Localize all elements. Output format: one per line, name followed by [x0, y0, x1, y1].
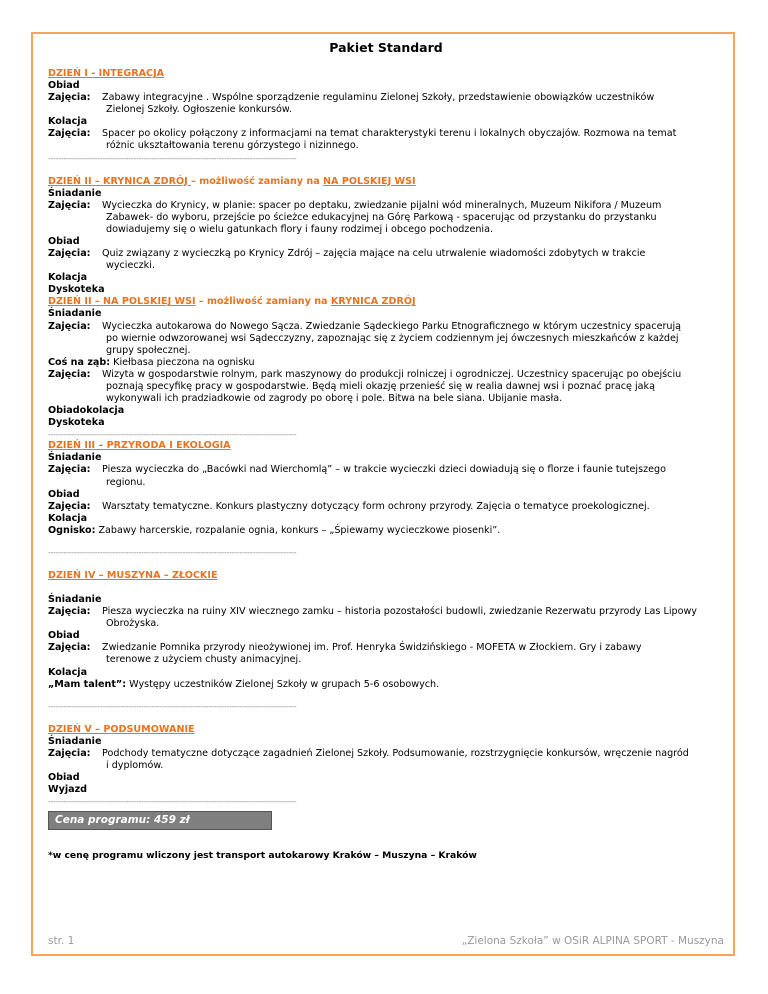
- activity-label: Zajęcia:: [48, 128, 91, 140]
- heading-main: DZIEŃ II – KRYNICA ZDRÓJ: [48, 175, 192, 187]
- day2b-heading: [48, 296, 724, 308]
- activity-label: Zajęcia:: [48, 92, 91, 104]
- heading-alt-link: NA POLSKIEJ WSI: [323, 175, 416, 187]
- day1-kolacja: Kolacja: [48, 116, 88, 128]
- day1-heading-text: DZIEŃ I - INTEGRACJA: [48, 68, 165, 79]
- day2a-sniadanie: Śniadanie: [48, 187, 102, 199]
- day2a-dyskoteka: Dyskoteka: [48, 284, 105, 296]
- day4-activity-1: [48, 606, 724, 630]
- activity-line: Piesza wycieczka na ruiny XIV wiecznego zamku – historia pozostałości budowli, zwiedzanie Rezerwatu przyrody Las Lipowy: [102, 606, 697, 618]
- snack-label: Coś na ząb:: [48, 356, 111, 368]
- activity-label: Zajęcia:: [48, 606, 91, 618]
- day5-sniadanie: Śniadanie: [48, 735, 102, 747]
- transport-note: *w cenę programu wliczony jest transport autokarowy Kraków – Muszyna – Kraków: [48, 850, 477, 862]
- day3-heading-text: DZIEŃ III – PRZYRODA I EKOLOGIA: [48, 440, 231, 452]
- day2a-heading: [48, 176, 724, 188]
- activity-label: Zajęcia:: [48, 642, 91, 654]
- activity-line: wykonywali ich pradziadkowie od zagrody po oborę i pole. Bitwa na bele siana. Ubijanie masła.: [106, 393, 563, 405]
- activity-text: [102, 248, 724, 272]
- day4-heading: [48, 570, 724, 582]
- day4-kolacja: Kolacja: [48, 666, 88, 678]
- day2b-sniadanie: Śniadanie: [48, 308, 102, 320]
- activity-line: Quiz związany z wycieczką po Krynicy Zdrój – zajęcia mające na celu utrwalenie wiadomości zdobytych w trakcie: [102, 248, 646, 260]
- day5-activity-1: [48, 748, 724, 772]
- day2a-kolacja: Kolacja: [48, 272, 88, 284]
- activity-line: po wiernie odwzorowanej wsi Sądecczyzny, zapoznając się z życiem codziennym jej ówczesnych mieszkańców z każdej: [106, 332, 679, 344]
- day3-heading: [48, 440, 724, 452]
- day1-activity-2: [48, 128, 724, 152]
- page-title: Pakiet Standard: [329, 40, 443, 55]
- day1-obiad: Obiad: [48, 80, 80, 91]
- activity-text: [102, 321, 724, 357]
- day3-kolacja: Kolacja: [48, 512, 88, 524]
- day5-heading-text: DZIEŃ V – PODSUMOWANIE: [48, 723, 195, 735]
- activity-text: [102, 464, 724, 488]
- activity-line: Piesza wycieczka do „Bacówki nad Wierchomlą” – w trakcie wycieczki dzieci dowiadują się o florze i faunie tutejszego: [102, 464, 666, 476]
- day3-ognisko: [48, 525, 724, 537]
- heading-alt-link: KRYNICA ZDRÓJ: [330, 296, 416, 308]
- heading-mid: – możliwość zamiany na: [195, 296, 331, 308]
- day4-activity-2: [48, 642, 724, 666]
- activity-line: Zwiedzanie Pomnika przyrody nieożywionej im. Prof. Henryka Świdzińskiego - MOFETA w Złockiem. Gry i zabawy: [102, 642, 642, 654]
- activity-label: Zajęcia:: [48, 747, 91, 759]
- activity-line: Podchody tematyczne dotyczące zagadnień Zielonej Szkoły. Podsumowanie, rozstrzygnięcie konkursów, wręczenie nagród: [102, 747, 689, 759]
- day2b-dyskoteka: Dyskoteka: [48, 417, 105, 429]
- day4-obiad: Obiad: [48, 630, 80, 642]
- activity-text: [102, 200, 724, 236]
- day4-sniadanie: Śniadanie: [48, 594, 102, 605]
- activity-line: Wycieczka autokarowa do Nowego Sącza. Zwiedzanie Sądeckiego Parku Etnograficznego w którym uczestnicy spacerują: [102, 320, 682, 332]
- heading-main: DZIEŃ II – NA POLSKIEJ WSI: [48, 296, 196, 308]
- day5-obiad: Obiad: [48, 772, 80, 784]
- separator: ------------------------------------------------------------------------------------------------: [48, 797, 297, 807]
- day3-obiad: Obiad: [48, 488, 80, 500]
- price-box: Cena programu: 459 zł: [48, 811, 272, 830]
- snack-text: Kiełbasa pieczona na ognisku: [113, 356, 255, 368]
- day2a-activity-2: [48, 248, 724, 272]
- activity-label: Zajęcia:: [48, 500, 91, 512]
- day3-sniadanie: Śniadanie: [48, 452, 102, 464]
- day5-wyjazd: Wyjazd: [48, 784, 88, 796]
- day2b-activity-2: [48, 369, 724, 405]
- activity-line: Obrożyska.: [106, 618, 160, 630]
- activity-line: Wycieczka do Krynicy, w planie: spacer po deptaku, zwiedzanie pijalni wód mineralnych, Muzeum Nikifora / Muzeum: [102, 199, 662, 211]
- day2b-snack: [48, 357, 724, 369]
- activity-line: Wizyta w gospodarstwie rolnym, park maszynowy do produkcji rolniczej i ogrodniczej. Uczestnicy spacerując po obejściu: [102, 368, 682, 380]
- separator: ------------------------------------------------------------------------------------------------: [48, 701, 297, 711]
- day2b-activity-1: [48, 321, 724, 357]
- activity-line: wycieczki.: [106, 260, 155, 272]
- activity-line: Zielonej Szkoły. Ogłoszenie konkursów.: [106, 104, 292, 116]
- activity-line: Zabawy integracyjne . Wspólne sporządzenie regulaminu Zielonej Szkoły, przedstawienie obowiązków uczestników: [102, 92, 655, 104]
- ognisko-label: Ognisko:: [48, 524, 96, 536]
- activity-text: [102, 92, 724, 116]
- activity-line: poznają specyfikę pracy w gospodarstwie. Będą mieli okazję przenieść się w realia dawnej wsi i poznać pracę jaką: [106, 380, 655, 392]
- day3-activity-2: [48, 501, 724, 513]
- activity-line: Zabawek- do wyboru, przejście po ścieżce edukacyjnej na Górę Parkową - spacerując od przystanku do przystanku: [106, 211, 657, 223]
- activity-label: Zajęcia:: [48, 368, 91, 380]
- day1-heading: [48, 68, 724, 80]
- activity-label: Zajęcia:: [48, 464, 91, 476]
- activity-line: regionu.: [106, 476, 146, 488]
- day4-heading-text: DZIEŃ IV – MUSZYNA – ZŁOCKIE: [48, 570, 218, 581]
- document-body: [48, 40, 724, 862]
- activity-line: grupy społecznej.: [106, 344, 191, 356]
- activity-text: [102, 748, 724, 772]
- separator: ------------------------------------------------------------------------------------------------: [48, 430, 297, 440]
- activity-label: Zajęcia:: [48, 248, 91, 260]
- day2b-obiadokolacja: Obiadokolacja: [48, 405, 125, 417]
- activity-text: [102, 128, 724, 152]
- activity-label: Zajęcia:: [48, 320, 91, 332]
- footer-source: „Zielona Szkoła” w OSiR ALPINA SPORT - Muszyna: [461, 935, 724, 947]
- activity-text: [102, 642, 724, 666]
- ognisko-text: Zabawy harcerskie, rozpalanie ognia, konkurs – „Śpiewamy wycieczkowe piosenki”.: [98, 524, 501, 536]
- talent-label: „Mam talent”:: [48, 678, 127, 690]
- day2a-obiad: Obiad: [48, 235, 80, 247]
- separator: ------------------------------------------------------------------------------------------------: [48, 548, 297, 557]
- activity-line: różnic ukształtowania terenu górzystego i nizinnego.: [106, 140, 359, 152]
- activity-line: dowiadujemy się o wielu gatunkach flory i fauny rodzimej i obcego pochodzenia.: [106, 223, 494, 235]
- day5-heading: [48, 724, 724, 736]
- page-number: str. 1: [48, 935, 75, 947]
- activity-text: Warsztaty tematyczne. Konkurs plastyczny dotyczący form ochrony przyrody. Zajęcia o tematyce proekologicznej.: [102, 500, 650, 512]
- activity-line: Spacer po okolicy połączony z informacjami na temat charakterystyki terenu i lokalnych obyczajów. Rozmowa na temat: [102, 128, 677, 140]
- day2a-activity-1: [48, 200, 724, 236]
- activity-label: Zajęcia:: [48, 199, 91, 211]
- activity-line: i dyplomów.: [106, 759, 164, 771]
- heading-mid: – możliwość zamiany na: [191, 175, 324, 187]
- day3-activity-1: [48, 464, 724, 488]
- activity-line: terenowe z użyciem chusty animacyjnej.: [106, 654, 302, 666]
- talent-text: Występy uczestników Zielonej Szkoły w grupach 5-6 osobowych.: [129, 678, 440, 690]
- activity-text: [102, 369, 724, 405]
- separator: ------------------------------------------------------------------------------------------------: [48, 153, 297, 163]
- day4-talent: [48, 679, 724, 691]
- day1-activity-1: [48, 92, 724, 116]
- activity-text: [102, 606, 724, 630]
